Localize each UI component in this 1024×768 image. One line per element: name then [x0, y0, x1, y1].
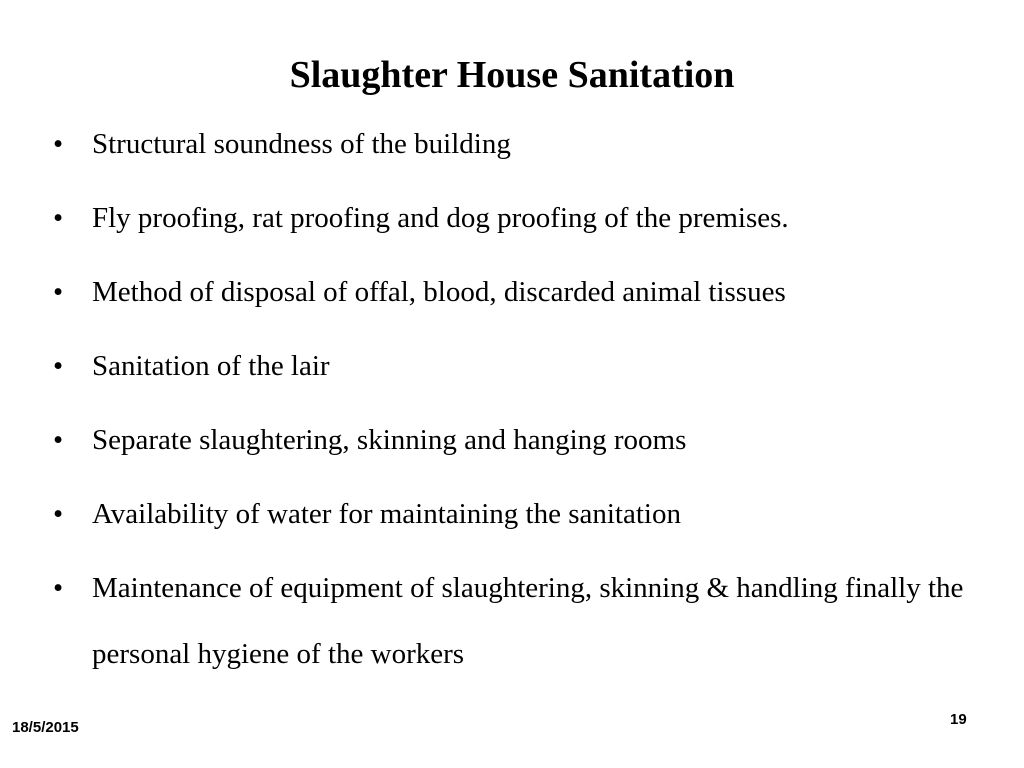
bullet-text: Structural soundness of the building — [92, 128, 511, 160]
footer-date: 18/5/2015 — [12, 719, 79, 736]
page-number: 19 — [950, 711, 967, 728]
bullet-text: Maintenance of equipment of slaughtering, skinning & handling finally the personal hygiene of the workers — [92, 572, 964, 670]
bullet-text: Sanitation of the lair — [92, 350, 330, 382]
bullet-icon: • — [53, 276, 64, 308]
bullet-text: Separate slaughtering, skinning and hanging rooms — [92, 424, 687, 456]
bullet-text: Fly proofing, rat proofing and dog proofing of the premises. — [92, 202, 789, 234]
bullet-icon: • — [53, 128, 64, 160]
slide-title: Slaughter House Sanitation — [289, 54, 735, 96]
bullet-icon: • — [53, 350, 64, 382]
bullet-icon: • — [53, 202, 64, 234]
bullet-icon: • — [53, 498, 64, 530]
bullet-text: Method of disposal of offal, blood, discarded animal tissues — [92, 276, 786, 308]
bullet-icon: • — [53, 572, 64, 604]
bullet-icon: • — [53, 424, 64, 456]
bullet-text: Availability of water for maintaining the sanitation — [92, 498, 681, 530]
